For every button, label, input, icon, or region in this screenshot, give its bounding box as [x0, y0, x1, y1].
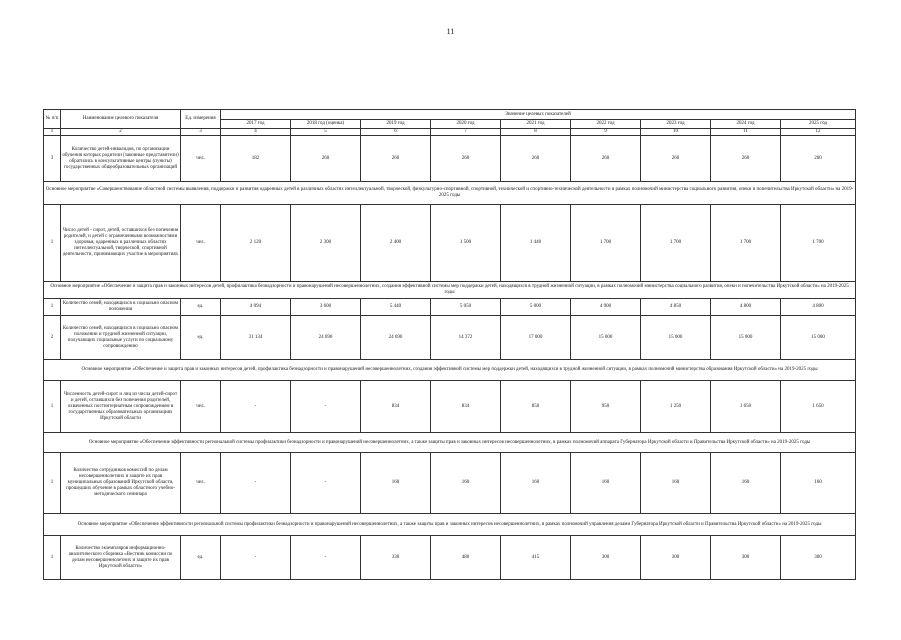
- indicator-value: 850: [501, 381, 571, 433]
- indicator-value: 1 650: [781, 381, 856, 433]
- row-num: 3: [44, 136, 61, 182]
- table-row: [44, 299, 856, 316]
- column-number: 7: [431, 129, 501, 136]
- indicator-value: 834: [361, 381, 431, 433]
- indicator-value: 1 250: [641, 381, 711, 433]
- indicator-value: 300: [711, 536, 781, 580]
- indicator-value: -: [291, 536, 361, 580]
- table-row: [44, 453, 856, 514]
- indicator-value: 15 000: [571, 316, 641, 360]
- activity-row: [44, 360, 856, 381]
- indicator-value: 1 440: [501, 205, 571, 282]
- indicator-unit: ед.: [181, 299, 221, 316]
- indicator-value: 24 690: [361, 316, 431, 360]
- indicator-name: Численность детей-сирот и лиц из числа детей-сирот и детей, оставшихся без попечения родителей, охваченных постинтернатным сопровождением в государственных образовательных организациях Иркутской области: [61, 381, 181, 433]
- indicator-value: 5 050: [431, 299, 501, 316]
- indicator-value: 15 000: [781, 316, 856, 360]
- indicator-value: -: [291, 381, 361, 433]
- indicator-value: 24 690: [291, 316, 361, 360]
- indicator-value: 415: [501, 536, 571, 580]
- indicator-value: 260: [431, 136, 501, 182]
- column-number: 8: [501, 129, 571, 136]
- indicator-value: 160: [781, 453, 856, 514]
- indicator-value: 4 094: [221, 299, 291, 316]
- table-row: [44, 205, 856, 282]
- activity-title: Основное мероприятие «Обеспечение эффективности региональной системы профилактики безнадзорности и правонарушений несовершеннолетних, а также защиты прав и законных интересов несовершеннолетних, в рамках полномочий аппарата Губернатора Иркутской области и Правительства Иркутской области» на 2019-2025 годы: [44, 433, 856, 453]
- activity-row: [44, 433, 856, 453]
- indicator-value: 300: [641, 536, 711, 580]
- header-year: 2022 год: [571, 120, 641, 129]
- indicator-value: 5 440: [361, 299, 431, 316]
- indicator-unit: ед.: [181, 536, 221, 580]
- indicator-value: 182: [221, 136, 291, 182]
- indicator-value: -: [221, 453, 291, 514]
- indicator-unit: чел.: [181, 205, 221, 282]
- activity-title: Основное мероприятие «Обеспечение и защита прав и законных интересов детей, профилактика безнадзорности и правонарушений несовершеннолетних, создания эффективной системы мер поддержки детей, находящихся в трудной жизненной ситуации, в рамках полномочий министерства социального развития, опеки и попечительства Иркутской области» на 2019-2025 годы: [44, 282, 856, 299]
- page-number: 11: [446, 27, 455, 36]
- indicator-value: 260: [291, 136, 361, 182]
- activity-title: Основное мероприятие «Совершенствование областной системы выявления, поддержки и развития одаренных детей в различных областях интеллектуальной, творческой, физкультурно-спортивной, спортивной, технической и спортивно-технической деятельности в рамках полномочий министерства социального развития, опеки и попечительства Иркутской области» на 2019-2025 годы: [44, 182, 856, 205]
- indicator-value: 260: [361, 136, 431, 182]
- indicator-value: 160: [571, 453, 641, 514]
- indicator-value: 1 700: [571, 205, 641, 282]
- header-year: 2024 год: [711, 120, 781, 129]
- indicator-value: 5 000: [501, 299, 571, 316]
- indicator-unit: чел.: [181, 453, 221, 514]
- indicator-value: -: [221, 536, 291, 580]
- activity-title: Основное мероприятие «Обеспечение эффективности региональной системы профилактики безнадзорности и правонарушений несовершеннолетних, а также защиты прав и законных интересов несовершеннолетних, в рамках полномочий управления делами Губернатора Иркутской области и Правительства Иркутской области» на 2019-2025 годы: [44, 514, 856, 536]
- header-year: 2020 год: [431, 120, 501, 129]
- header-year: 2019 год: [361, 120, 431, 129]
- header-row: [44, 110, 856, 120]
- indicator-unit: ед.: [181, 316, 221, 360]
- indicator-value: 260: [781, 136, 856, 182]
- indicator-value: 1 700: [781, 205, 856, 282]
- indicator-value: 260: [571, 136, 641, 182]
- row-num: 1: [44, 381, 61, 433]
- indicator-name: Число детей - сирот, детей, оставшихся без попечения родителей, и детей с ограниченными возможностями здоровья, одаренных в различных областях интеллектуальной, творческой, спортивной деятельности, принимающих участие в мероприятиях: [61, 205, 181, 282]
- column-number: 2: [61, 129, 181, 136]
- indicator-value: -: [291, 453, 361, 514]
- indicator-value: 15 000: [711, 316, 781, 360]
- header-year: 2021 год: [501, 120, 571, 129]
- row-num: 1: [44, 205, 61, 282]
- indicator-name: Количество семей, находящихся в социально опасном положении и трудной жизненной ситуации, получающих социальные услуги по социальному сопровождению: [61, 316, 181, 360]
- header-year: 2023 год: [641, 120, 711, 129]
- row-num: 1: [44, 453, 61, 514]
- indicator-value: -: [221, 381, 291, 433]
- header-year: 2018 год (оценка): [291, 120, 361, 129]
- row-num: 2: [44, 316, 61, 360]
- header-year: 2017 год: [221, 120, 291, 129]
- target-indicators-table: [43, 109, 856, 580]
- column-number: 6: [361, 129, 431, 136]
- indicator-value: 4 850: [641, 299, 711, 316]
- indicator-name: Количество сотрудников комиссий по делам несовершеннолетних и защите их прав муниципальных образований Иркутской области, прошедших обучение в рамках областного учебно-методического семинара: [61, 453, 181, 514]
- indicator-value: 834: [431, 381, 501, 433]
- activity-row: [44, 182, 856, 205]
- indicator-unit: чел.: [181, 136, 221, 182]
- indicator-value: 160: [361, 453, 431, 514]
- header-year: 2025 год: [781, 120, 856, 129]
- column-numbers-row: [44, 129, 856, 136]
- indicator-value: 160: [711, 453, 781, 514]
- indicator-value: 260: [501, 136, 571, 182]
- column-number: 5: [291, 129, 361, 136]
- column-number: 4: [221, 129, 291, 136]
- indicator-value: 160: [431, 453, 501, 514]
- indicator-value: 160: [641, 453, 711, 514]
- column-number: 12: [781, 129, 856, 136]
- indicator-value: 1 650: [711, 381, 781, 433]
- indicator-value: 2 300: [291, 205, 361, 282]
- table-row: [44, 316, 856, 360]
- indicator-value: 1 700: [711, 205, 781, 282]
- indicator-value: 4 900: [571, 299, 641, 316]
- indicator-value: 31 134: [221, 316, 291, 360]
- indicator-value: 300: [571, 536, 641, 580]
- indicator-value: 4 800: [711, 299, 781, 316]
- indicator-value: 2 400: [361, 205, 431, 282]
- indicator-value: 260: [711, 136, 781, 182]
- indicator-name: Количество семей, находящихся в социально опасном положении: [61, 299, 181, 316]
- indicator-value: 1 500: [431, 205, 501, 282]
- row-num: 1: [44, 299, 61, 316]
- indicator-value: 2 120: [221, 205, 291, 282]
- indicator-value: 260: [641, 136, 711, 182]
- indicator-value: 950: [571, 381, 641, 433]
- indicator-value: 300: [781, 536, 856, 580]
- row-num: 1: [44, 536, 61, 580]
- indicator-value: 480: [431, 536, 501, 580]
- indicator-unit: чел.: [181, 381, 221, 433]
- column-number: 3: [181, 129, 221, 136]
- indicator-name: Количество экземпляров информационно-аналитического сборника «Вестник комиссии по делам несовершеннолетних и защите их прав Иркутской области»: [61, 536, 181, 580]
- activity-title: Основное мероприятие «Обеспечение и защита прав и законных интересов детей, профилактика безнадзорности и правонарушений несовершеннолетних, создания эффективной системы мер поддержки детей, находящихся в трудной жизненной ситуации, в рамках полномочий министерства образования Иркутской области» на 2019-2025 годы: [44, 360, 856, 381]
- indicator-value: 330: [361, 536, 431, 580]
- indicator-value: 4 800: [781, 299, 856, 316]
- column-number: 11: [711, 129, 781, 136]
- indicator-value: 17 000: [501, 316, 571, 360]
- indicator-value: 3 600: [291, 299, 361, 316]
- header-name: Наименование целевого показателя: [61, 110, 181, 129]
- table-row: [44, 536, 856, 580]
- column-number: 10: [641, 129, 711, 136]
- column-number: 9: [571, 129, 641, 136]
- header-values-group: Значение целевых показателей: [221, 110, 856, 120]
- indicator-value: 15 000: [641, 316, 711, 360]
- header-unit: Ед. измерения: [181, 110, 221, 129]
- indicator-value: 1 700: [641, 205, 711, 282]
- header-num: № п/п: [44, 110, 61, 129]
- activity-row: [44, 514, 856, 536]
- activity-row: [44, 282, 856, 299]
- indicator-value: 14 372: [431, 316, 501, 360]
- table-row: [44, 381, 856, 433]
- table-row: [44, 136, 856, 182]
- indicator-value: 160: [501, 453, 571, 514]
- column-number: 1: [44, 129, 61, 136]
- indicator-name: Количество детей-инвалидов, по организации обучения которых родители (законные представители) обратились в консультативные центры (пункты) государственных общеобразовательных организаций: [61, 136, 181, 182]
